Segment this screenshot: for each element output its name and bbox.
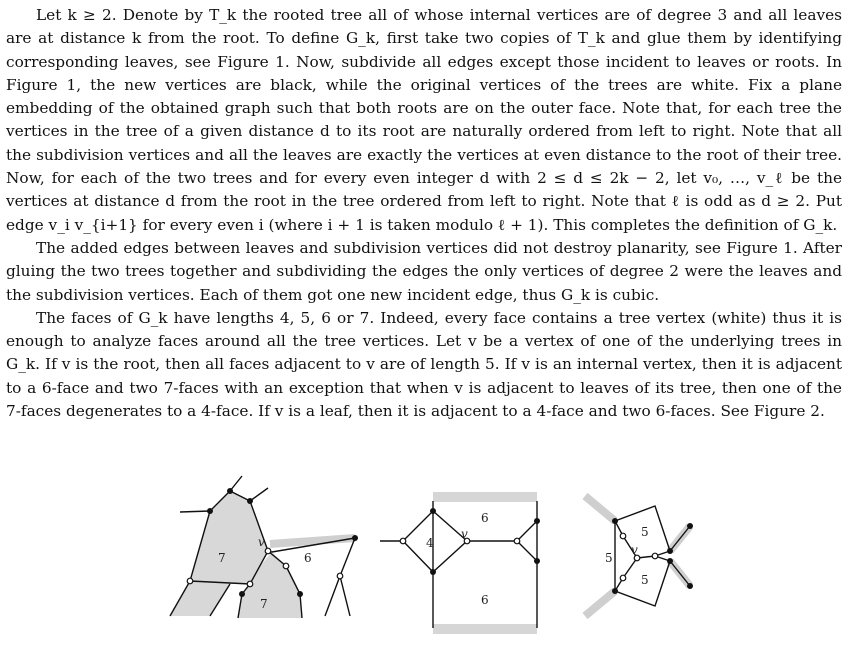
face-label-5-bottom: 5 (641, 573, 649, 587)
paper-body (6, 4, 842, 423)
vertex-v-label: v (631, 543, 638, 557)
vertex-v-label: v (258, 535, 265, 549)
face-label-6-bottom: 6 (481, 593, 489, 607)
figure-panel-root-vertex (575, 466, 705, 645)
figure-panel-leaf-vertex (375, 466, 575, 645)
paragraph-1: Let k ≥ 2. Denote by T_k the rooted tree all of whose internal vertices are of degree 3 and all leaves are at distance k from the root. To define G_k, first take two copies of T_k and glue them by identifying corresponding leaves, see Figure 1. Now, subdivide all edges except those incident to leaves or roots. In Figure 1, the new vertices are black, while the original vertices of the trees are white. Fix a plane embedding of the obtained graph such that both roots are on the outer face. Note that, for each tree the vertices in the tree of a given distance d to its root are naturally ordered from left to right. Note that all the subdivision vertices and all the leaves are exactly the vertices at even distance to the root of their tree. Now, for each of the two trees and for every even integer d with 2 ≤ d ≤ 2k − 2, let v₀, …, v_ℓ be the vertices at distance d from the root in the tree ordered from left to right. Note that ℓ is odd as d ≥ 2. Put edge v_i v_{i+1} for every even i (where i + 1 is taken modulo ℓ + 1). This completes the definition of G_k. (6, 6, 842, 234)
face-label-5-top: 5 (641, 525, 649, 539)
paragraph-2: The added edges between leaves and subdivision vertices did not destroy planarity, see Figure 1. After gluing the two trees together and subdividing the edges the only vertices of degree 2 were the leaves and the subdivision vertices. Each of them got one new incident edge, thus G_k is cubic. (6, 238, 842, 304)
face-label-6: 6 (304, 551, 312, 565)
vertex-v-label: v (461, 527, 468, 541)
figure-2 (0, 466, 848, 645)
figure-panel-internal-vertex (150, 466, 370, 645)
shade-bottom (433, 624, 537, 634)
face-label-6-top: 6 (481, 511, 489, 525)
shade-top (433, 492, 537, 502)
edges-middle (380, 501, 537, 628)
face-label-5-left: 5 (605, 551, 613, 565)
face-label-7-bottom: 7 (260, 597, 268, 611)
face-label-7-left: 7 (218, 551, 226, 565)
face-label-4: 4 (426, 536, 434, 550)
paragraph-3: The faces of G_k have lengths 4, 5, 6 or 7. Indeed, every face contains a tree vertex (white) thus it is enough to analyze faces around all the tree vertices. Let v be a vertex of one of the underlying trees in G_k. If v is the root, then all faces adjacent to v are of length 5. If v is an internal vertex, then it is adjacent to a 6-face and two 7-faces with an exception that when v is adjacent to leaves of its tree, then one of the 7-faces degenerates to a 4-face. If v is a leaf, then it is adjacent to a 4-face and two 6-faces. See Figure 2. (6, 308, 842, 421)
shade-strip (270, 538, 355, 544)
